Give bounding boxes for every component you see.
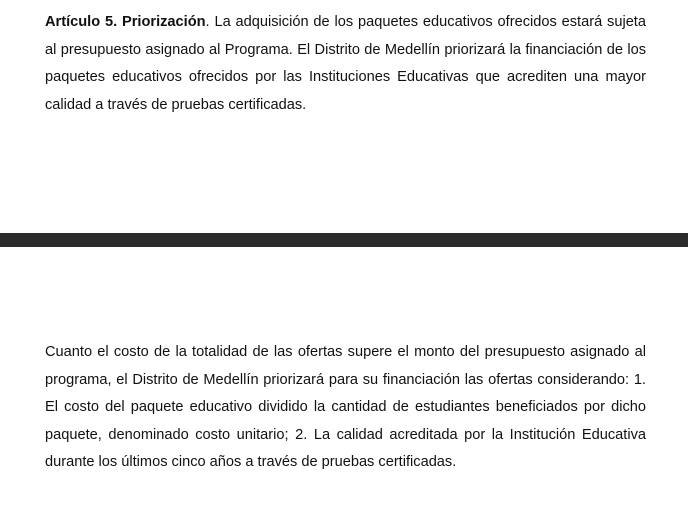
- page-break-divider: [0, 233, 688, 247]
- article-heading: Artículo 5. Priorización: [45, 14, 206, 30]
- page-bottom: [0, 247, 688, 510]
- article-body: . La adquisición de los paquetes educativos ofrecidos estará sujeta al presupuesto asignado al Programa. El Distrito de Medellín priorizará la financiación de los paquetes educativos ofrecidos por las Instituciones Educativas que acrediten una mayor calidad a través de pruebas certificadas.: [45, 14, 646, 113]
- article-5-paragraph: [45, 9, 646, 119]
- prioritization-criteria-paragraph: Cuanto el costo de la totalidad de las ofertas supere el monto del presupuesto asignado al programa, el Distrito de Medellín priorizará para su financiación las ofertas considerando: 1. El costo del paquete educativo dividido la cantidad de estudiantes beneficiados por dicho paquete, denominado costo unitario; 2. La calidad acreditada por la Institución Educativa durante los últimos cinco años a través de pruebas certificadas.: [45, 344, 646, 471]
- page-top: [0, 0, 688, 233]
